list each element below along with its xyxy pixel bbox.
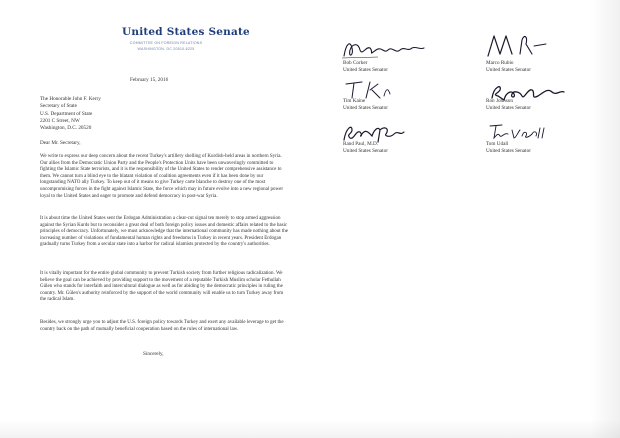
recipient-line: U.S. Department of State: [40, 110, 93, 117]
letterhead-committee: COMMITTEE ON FOREIGN RELATIONS: [129, 41, 203, 45]
signatory-title: United States Senator: [343, 67, 388, 73]
signatory-name: Marco Rubio: [486, 60, 514, 66]
body-paragraph: It is about time the United States sent the Erdogan Administration a clear-cut signal ten merely to stop armed aggression against the Syrian Kurds but to reconsider a great deal of both foreign policy issues and domestic affairs related to the basic principles of democracy. Unfortunately, we must acknowledge that the international community has made nothing about the increasing number of violations of fundamental human rights and freedoms in Turkey in recent years. President Erdogan gradually turns Turkey from a secular state into a harbor for radical islamists protected by the country's authorities.: [40, 216, 289, 248]
signatory-title: United States Senator: [486, 105, 531, 111]
signature-kaine: [342, 78, 402, 100]
signatory-title: United States Senator: [343, 105, 388, 111]
signatory-name: Tim Kaine: [343, 98, 366, 104]
recipient-line: Secretary of State: [40, 103, 77, 110]
signatory-title: United States Senator: [486, 67, 531, 73]
salutation: Dear Mr. Secretary,: [40, 140, 81, 146]
handwritten-signature-icon: [342, 78, 402, 100]
recipient-line: 2201 C Street, NW: [40, 117, 80, 124]
letterhead-address: WASHINGTON, DC 20510-6225: [137, 47, 195, 51]
handwritten-signature-icon: [338, 36, 428, 62]
signatory-title: United States Senator: [486, 148, 531, 154]
signatory-title: United States Senator: [343, 148, 388, 154]
recipient-line: The Honorable John F. Kerry: [40, 96, 101, 102]
signatory-name: Rand Paul, M.D.: [343, 141, 379, 147]
signatory-name: Ron Johnson: [486, 98, 513, 104]
letterhead-title: United States Senate: [122, 26, 250, 38]
signature-udall: [484, 122, 554, 142]
closing: Sincerely,: [143, 351, 164, 357]
signature-corker: [338, 36, 428, 62]
recipient-address: [40, 96, 101, 132]
body-paragraph: Besides, we strongly urge you to adjust the U.S. foreign policy towards Turkey and exert any available leverage to get the country back on the path of mutually beneficial cooperation based on the rules of international law.: [40, 320, 284, 332]
signatory-name: Bob Corker: [343, 60, 368, 66]
body-paragraph: We write to express our deep concern about the recent Turkey's artillery shelling of Kurdish-held areas in northern Syria. Our allies from the Democratic Union Party and the People's Protection Units have been unwaveringly committed to fighting the Islamic State terrorists, and it is the responsibility of the United States to render comprehensive assistance to them. We cannot turn a blind eye to the blatant violation of coalition agreements even if it has been done by our longstanding NATO ally Turkey. To keep out of it means to give Turkey carte blanche to destroy one of the most uncompromising forces in the fight against Islamic State, the force which may in future evolve into a new regional power loyal to the United States and eager to promote and defend democracy in post-war Syria.: [40, 154, 283, 199]
signatory-name: Tom Udall: [486, 141, 509, 147]
recipient-line: Washington, D.C. 20520: [40, 125, 92, 132]
handwritten-signature-icon: [484, 122, 554, 142]
letter-date: February 15, 2016: [130, 77, 169, 83]
body-paragraph: It is vitally important for the entire global community to prevent Turkish society from further religious radicalization. We believe the goal can be achieved by providing support to the movement of a reputable Turkish Muslim scholar Fethullah Gülen who stands for interfaith and intercultural dialogue as well as for abiding by the democratic principles in ruling the country. Mr. Gülen's authority reinforced by the support of the world community will enable us to turn Turkey away from the radical Islam.: [40, 271, 284, 303]
signature-rubio: [480, 30, 550, 60]
handwritten-signature-icon: [480, 30, 550, 60]
